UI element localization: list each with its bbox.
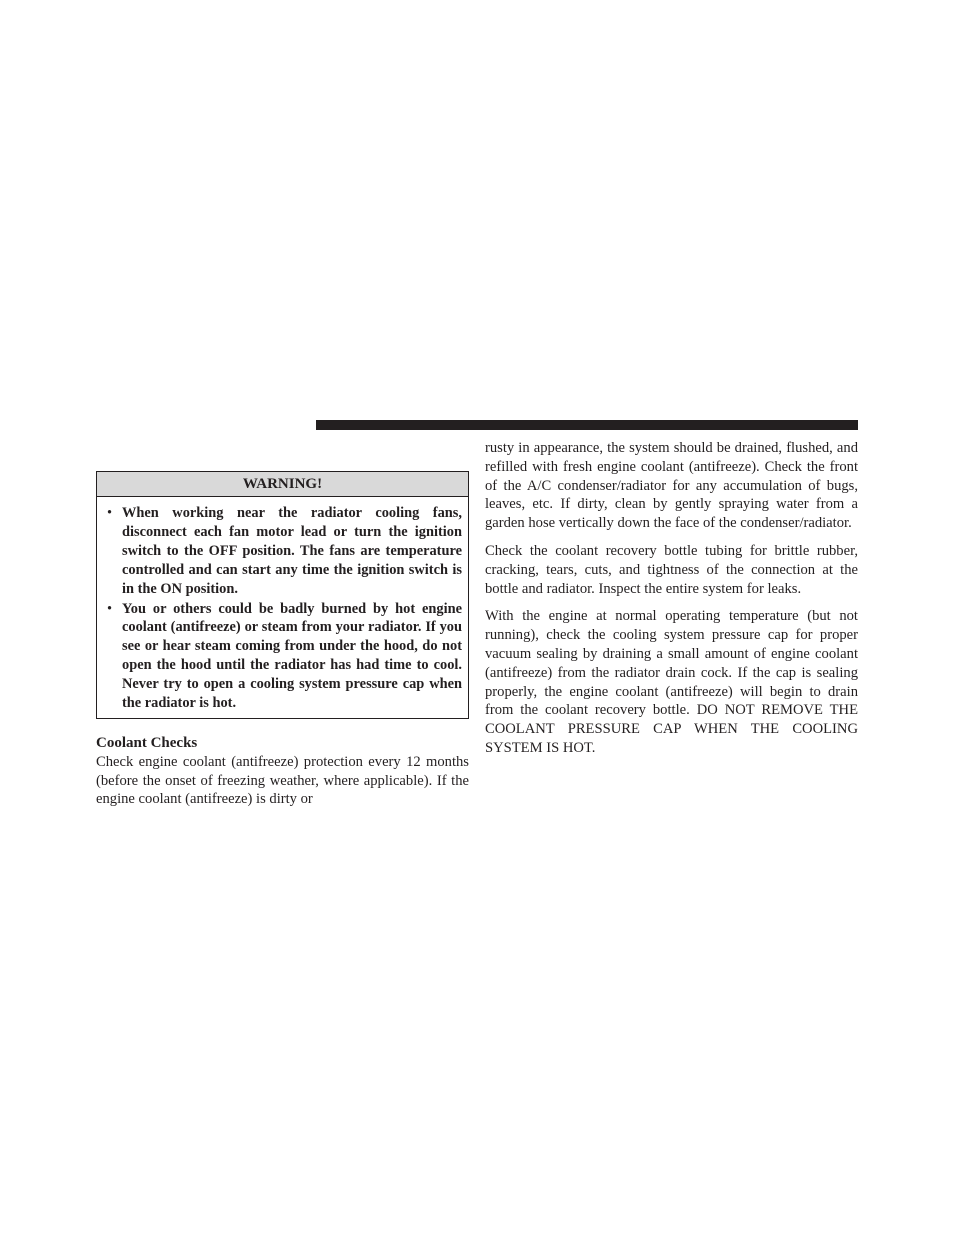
warning-box [96,471,469,719]
warning-item [105,600,462,713]
right-column [485,439,858,767]
section-heading: Coolant Checks [96,734,198,751]
body-paragraph: rusty in appearance, the system should be drained, flushed, and refilled with fresh engine coolant (antifreeze). Check the front of the A/C condenser/radiator for any accumulation of bugs, leaves, etc. If dirty, clean by gently spraying water from a garden hose vertically down the face of the condenser/radiator. [485,440,858,532]
warning-title: WARNING! [97,472,468,497]
bullet-icon: • [107,505,113,521]
body-paragraph: Check the coolant recovery bottle tubing for brittle rubber, cracking, tears, cuts, and tightness of the connection at the bottle and radiator. Inspect the entire system for leaks. [485,542,858,597]
body-paragraph: Check engine coolant (antifreeze) protection every 12 months (before the onset of freezing weather, where applicable). If the engine coolant (antifreeze) is dirty or [96,753,469,808]
warning-item [105,504,462,599]
header-rule [316,420,858,430]
left-column [96,471,469,809]
bullet-icon: • [107,600,113,617]
warning-item-text: When working near the radiator cooling fans, disconnect each fan motor lead or turn the ignition switch to the OFF position. The fans are temperature controlled and can start any time the ignition switch is in the ON position. [122,505,462,597]
warning-item-text: You or others could be badly burned by hot engine coolant (antifreeze) or steam from your radiator. If you see or hear steam coming from under the hood, do not open the hood until the radiator has had time to cool. Never try to open a cooling system pressure cap when the radiator is hot. [122,600,462,712]
warning-list [97,497,468,718]
body-paragraph: With the engine at normal operating temperature (but not running), check the cooling system pressure cap for proper vacuum sealing by draining a small amount of engine coolant (antifreeze) from the radiator drain cock. If the cap is sealing properly, the engine coolant (antifreeze) will begin to drain from the coolant recovery bottle. DO NOT REMOVE THE COOLANT PRESSURE CAP WHEN THE COOLING SYSTEM IS HOT. [485,608,858,756]
